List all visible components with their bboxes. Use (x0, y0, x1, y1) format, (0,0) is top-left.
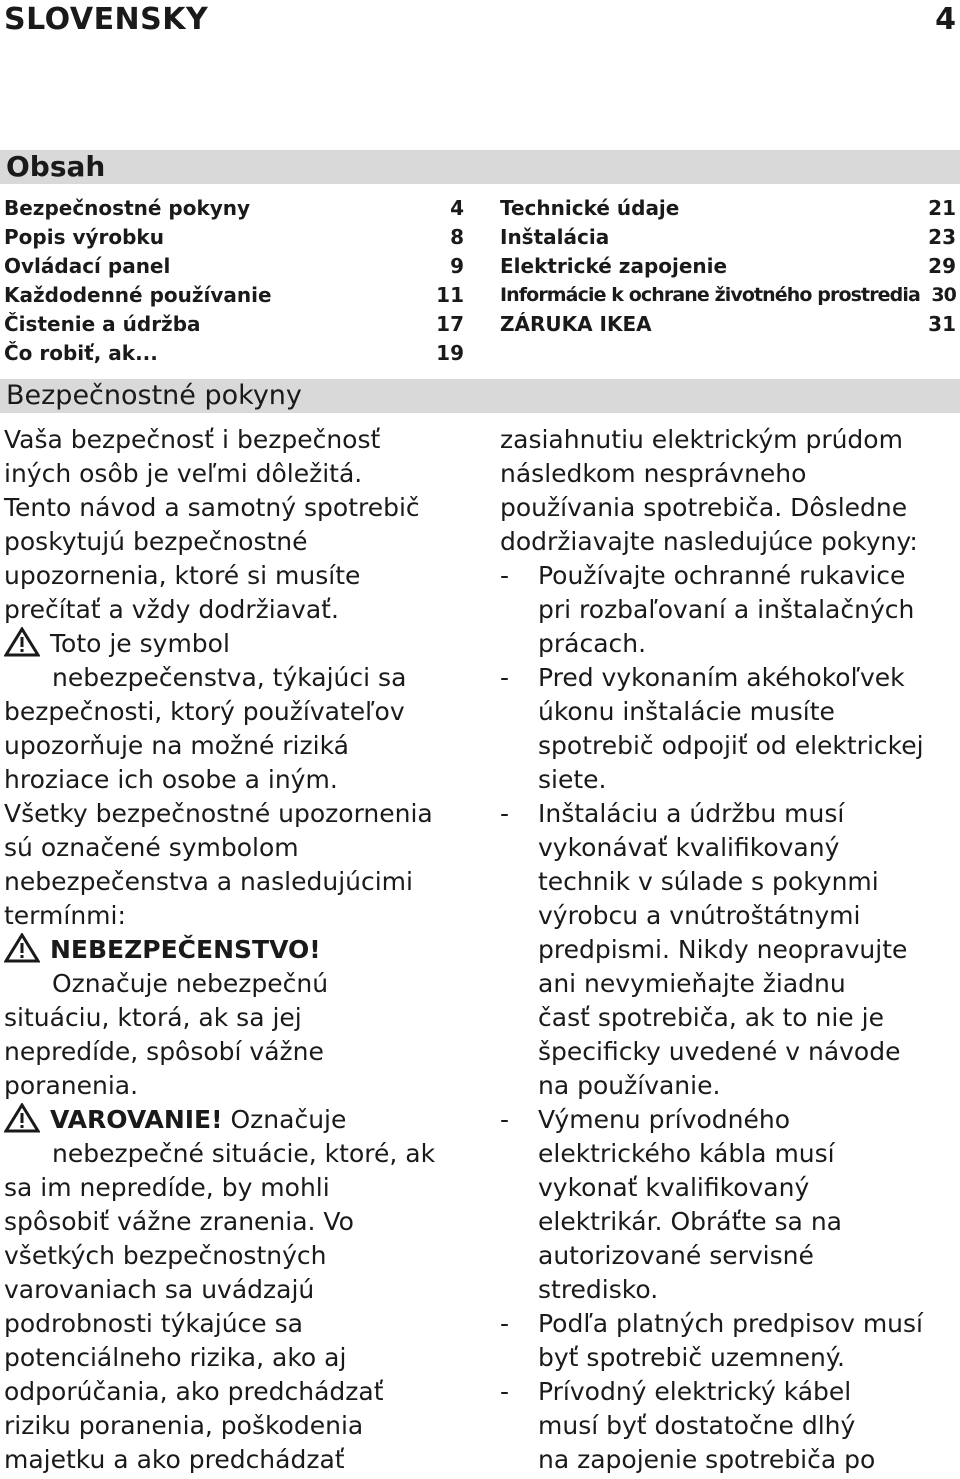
danger-paragraph-first-line (4, 933, 466, 967)
bullet-text-line: autorizované servisné (538, 1241, 814, 1270)
body-text-line: hroziace ich osobe a iným. (4, 765, 338, 794)
toc-heading: Obsah (6, 150, 106, 183)
bullet-text-line: výrobcu a vnútroštátnymi (538, 901, 861, 930)
bullet-text-line: časť spotrebiča, ak to nie je (538, 1003, 884, 1032)
toc-entry[interactable] (4, 281, 464, 310)
toc-entry-label: Čistenie a údržba (4, 312, 201, 336)
toc-entry[interactable] (4, 310, 464, 339)
toc-entry-label: Popis výrobku (4, 225, 164, 249)
body-text-line: zasiahnutiu elektrickým prúdom (500, 425, 903, 454)
toc-entry-page: 29 (928, 254, 956, 278)
danger-label: NEBEZPEČENSTVO! (50, 935, 321, 964)
bullet-item (500, 559, 958, 661)
toc-entry-label: Elektrické zapojenie (500, 254, 728, 278)
body-text-line: nebezpečné situácie, ktoré, ak (52, 1139, 436, 1168)
body-text-line: používania spotrebiča. Dôsledne (500, 493, 908, 522)
warning-label: VAROVANIE! (50, 1105, 223, 1134)
symbol-paragraph-first-line (4, 627, 466, 661)
bullet-text-line: Podľa platných predpisov musí (538, 1309, 923, 1338)
symbol-text: Toto je symbol (50, 629, 230, 658)
page-header (0, 0, 960, 40)
warning-triangle-icon (4, 933, 40, 963)
body-text-line: upozornenia, ktoré si musíte (4, 561, 361, 590)
toc-entry[interactable] (4, 252, 464, 281)
toc-entry-page: 4 (450, 196, 464, 220)
bullet-text-line: byť spotrebič uzemnený. (538, 1343, 845, 1372)
toc-heading-bar (0, 150, 960, 184)
body-text-line: varovaniach sa uvádzajú (4, 1275, 315, 1304)
safety-right-column (500, 423, 958, 1477)
body-text-line: poskytujú bezpečnostné (4, 527, 308, 556)
body-text-line: situáciu, ktorá, ak sa jej (4, 1003, 302, 1032)
toc-left-column (4, 194, 464, 368)
warning-triangle-icon (4, 627, 40, 657)
bullet-text-line: elektrického kábla musí (538, 1139, 835, 1168)
bullet-text-line: ani nevymieňajte žiadnu (538, 969, 846, 998)
safety-heading-bar (0, 379, 960, 413)
body-text-line: majetku a ako predchádzať (4, 1445, 345, 1474)
bullet-dash: - (500, 663, 510, 692)
toc-entry-label: ZÁRUKA IKEA (500, 312, 652, 336)
bullet-text-line: pri rozbaľovaní a inštalačných (538, 595, 915, 624)
toc-entry[interactable] (4, 194, 464, 223)
body-text-line: iných osôb je veľmi dôležitá. (4, 459, 363, 488)
bullet-text-line: spotrebič odpojiť od elektrickej (538, 731, 924, 760)
toc-entry-label: Čo robiť, ak... (4, 341, 158, 365)
body-text-line: upozorňuje na možné riziká (4, 731, 349, 760)
bullet-item (500, 797, 958, 1103)
bullet-item (500, 661, 958, 797)
safety-heading: Bezpečnostné pokyny (6, 380, 302, 411)
bullet-text-line: musí byť dostatočne dlhý (538, 1411, 856, 1440)
toc-entry-label: Každodenné používanie (4, 283, 272, 307)
body-text-line: poranenia. (4, 1071, 139, 1100)
body-text-line: nebezpečenstva a nasledujúcimi (4, 867, 413, 896)
toc-entry[interactable] (500, 252, 956, 281)
toc-entry[interactable] (4, 223, 464, 252)
body-text-line: spôsobiť vážne zranenia. Vo (4, 1207, 354, 1236)
bullet-dash: - (500, 1377, 510, 1406)
body-text-line: následkom nesprávneho (500, 459, 807, 488)
body-text-line: Tento návod a samotný spotrebič (4, 493, 420, 522)
toc-entry-label: Technické údaje (500, 196, 680, 220)
toc-entry[interactable] (4, 339, 464, 368)
toc-entry-page: 8 (450, 225, 464, 249)
body-text-line: prečítať a vždy dodržiavať. (4, 595, 339, 624)
bullet-text-line: Pred vykonaním akéhokoľvek (538, 663, 905, 692)
bullet-text-line: vykonať kvalifikovaný (538, 1173, 810, 1202)
toc-entry-page: 19 (436, 341, 464, 365)
body-text-line: nepredíde, spôsobí vážne (4, 1037, 324, 1066)
bullet-dash: - (500, 561, 510, 590)
bullet-text-line: na používanie. (538, 1071, 721, 1100)
bullet-item (500, 1307, 958, 1375)
body-text-line: podrobnosti týkajúce sa (4, 1309, 303, 1338)
bullet-text-line: úkonu inštalácie musíte (538, 697, 835, 726)
bullet-dash: - (500, 1105, 510, 1134)
bullet-dash: - (500, 799, 510, 828)
bullet-text-line: technik v súlade s pokynmi (538, 867, 879, 896)
bullet-text-line: vykonávať kvalifikovaný (538, 833, 840, 862)
body-text-line: termínmi: (4, 901, 126, 930)
bullet-text-line: stredisko. (538, 1275, 659, 1304)
safety-left-column (4, 423, 466, 1477)
toc-entry[interactable] (500, 310, 956, 339)
toc-entry-page: 9 (450, 254, 464, 278)
body-text-line: riziku poranenia, poškodenia (4, 1411, 364, 1440)
toc-entry-label: Informácie k ochrane životného prostredia (500, 284, 920, 306)
body-text-line: nebezpečenstva, týkajúci sa (52, 663, 407, 692)
bullet-text-line: prácach. (538, 629, 647, 658)
toc-entry[interactable] (500, 223, 956, 252)
bullet-text-line: predpismi. Nikdy neopravujte (538, 935, 908, 964)
warning-text: Označuje (222, 1105, 347, 1134)
toc-entry-page: 21 (928, 196, 956, 220)
body-text-line: sa im nepredíde, by mohli (4, 1173, 330, 1202)
body-text-line: potenciálneho rizika, ako aj (4, 1343, 347, 1372)
page-number: 4 (935, 2, 956, 37)
bullet-dash: - (500, 1309, 510, 1338)
language-title: SLOVENSKY (4, 2, 209, 37)
toc-entry[interactable] (500, 194, 956, 223)
bullet-text-line: elektrikár. Obráťte sa na (538, 1207, 842, 1236)
body-text-line: dodržiavajte nasledujúce pokyny: (500, 527, 918, 556)
body-text-line: všetkých bezpečnostných (4, 1241, 327, 1270)
body-text-line: Vaša bezpečnosť i bezpečnosť (4, 425, 381, 454)
toc-entry-label: Inštalácia (500, 225, 610, 249)
bullet-text-line: Používajte ochranné rukavice (538, 561, 906, 590)
toc-right-column (500, 194, 956, 339)
toc-entry-page: 17 (436, 312, 464, 336)
bullet-item (500, 1103, 958, 1307)
toc-entry-page: 30 (931, 284, 956, 306)
warning-paragraph-first-line (4, 1103, 466, 1137)
body-text-line: odporúčania, ako predchádzať (4, 1377, 384, 1406)
toc-entry-page: 11 (436, 283, 464, 307)
bullet-text-line: špecificky uvedené v návode (538, 1037, 901, 1066)
body-text-line: Všetky bezpečnostné upozornenia (4, 799, 433, 828)
warning-triangle-icon (4, 1103, 40, 1133)
toc-entry[interactable] (500, 281, 956, 310)
toc-entry-label: Ovládací panel (4, 254, 171, 278)
bullet-item (500, 1375, 958, 1477)
bullet-text-line: na zapojenie spotrebiča po (538, 1445, 876, 1474)
toc-entry-page: 31 (928, 312, 956, 336)
bullet-text-line: Inštaláciu a údržbu musí (538, 799, 845, 828)
bullet-text-line: Výmenu prívodného (538, 1105, 791, 1134)
toc-entry-label: Bezpečnostné pokyny (4, 196, 251, 220)
toc-entry-page: 23 (928, 225, 956, 249)
bullet-text-line: Prívodný elektrický kábel (538, 1377, 852, 1406)
bullet-text-line: siete. (538, 765, 607, 794)
body-text-line: bezpečnosti, ktorý používateľov (4, 697, 405, 726)
body-text-line: Označuje nebezpečnú (52, 969, 329, 998)
body-text-line: sú označené symbolom (4, 833, 299, 862)
